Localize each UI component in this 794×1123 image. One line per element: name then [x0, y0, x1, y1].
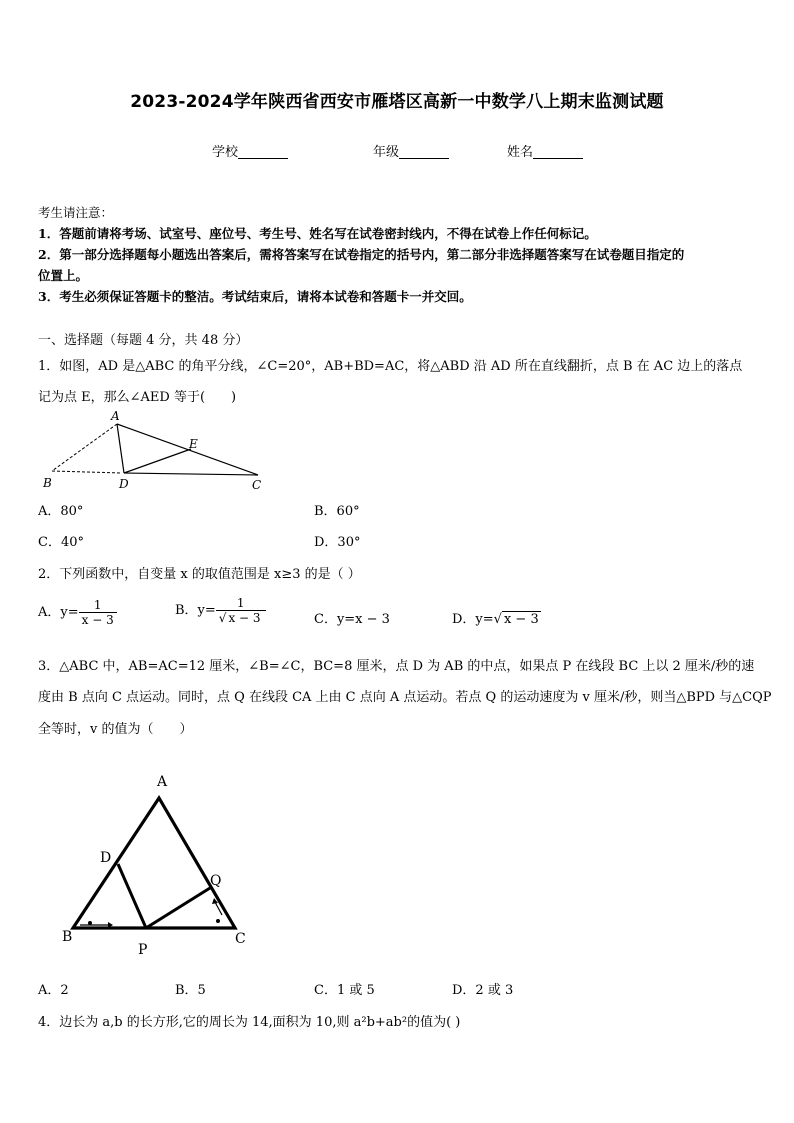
q3-label-b: B — [62, 929, 73, 945]
q1-stem-line1: 1．如图，AD 是△ABC 的角平分线，∠C=20°，AB+BD=AC，将△ABD 沿 AD 所在直线翻折，点 B 在 AC 边上的落点 — [38, 359, 743, 374]
school-blank[interactable] — [238, 145, 288, 159]
q3-label-d: D — [100, 850, 112, 866]
q4-stem: 4．边长为 a,b 的长方形,它的周长为 14,面积为 10,则 a²b+ab²的值为( ) — [38, 1015, 461, 1030]
q3-dot-c — [216, 919, 220, 923]
notice-heading: 考生请注意： — [38, 205, 114, 220]
q2-option-b-prefix: B．y= — [175, 603, 216, 618]
q1-label-a: A — [111, 409, 120, 423]
q1-label-c: C — [252, 478, 262, 492]
q1-label-b: B — [43, 476, 52, 490]
q1-label-d: D — [119, 477, 129, 491]
q3-option-c[interactable]: C．1 或 5 — [314, 983, 375, 998]
q3-option-b[interactable]: B．5 — [175, 983, 206, 998]
q3-triangle-abc — [73, 798, 235, 928]
q1-option-b[interactable]: B．60° — [314, 504, 360, 519]
notice-item-3: 3．考生必须保证答题卡的整洁。考试结束后，请将本试卷和答题卡一并交回。 — [38, 289, 472, 304]
notice-item-1: 1．答题前请将考场、试室号、座位号、考生号、姓名写在试卷密封线内，不得在试卷上作任何标记。 — [38, 226, 597, 241]
q2-option-b-fraction — [216, 596, 266, 625]
q1-segment-ad — [117, 424, 124, 473]
q3-stem-line1: 3．△ABC 中，AB=AC=12 厘米，∠B=∠C，BC=8 厘米，点 D 为 AB 的中点，如果点 P 在线段 BC 上以 2 厘米/秒的速 — [38, 659, 755, 674]
q2-option-d-prefix: D．y= — [452, 612, 494, 627]
q2-option-a-fraction — [79, 598, 117, 627]
name-blank[interactable] — [533, 145, 583, 159]
q2-option-b-denominator — [216, 610, 266, 625]
q3-stem-line3: 全等时，v 的值为（ ） — [38, 722, 193, 737]
q1-option-a[interactable]: A．80° — [38, 504, 84, 519]
q1-segment-ab — [52, 424, 117, 471]
q2-option-d[interactable] — [452, 608, 541, 627]
grade-blank[interactable] — [399, 145, 449, 159]
q2-option-a[interactable] — [38, 598, 117, 627]
q2-option-b-radical-sign: √ — [218, 611, 227, 625]
q3-label-c: C — [235, 931, 246, 947]
q1-segment-bd — [52, 471, 122, 473]
q1-triangle-figure — [40, 405, 280, 495]
q2-option-c[interactable]: C．y=x − 3 — [314, 612, 390, 627]
q2-option-a-numerator: 1 — [93, 598, 102, 612]
q2-option-a-prefix: A．y= — [38, 605, 79, 620]
q1-label-e: E — [189, 437, 198, 451]
q1-stem-line2: 记为点 E，那么∠AED 等于( ) — [38, 390, 237, 405]
section-heading: 一、选择题（每题 4 分，共 48 分） — [38, 333, 249, 348]
notice-item-2-cont: 位置上。 — [38, 268, 89, 283]
q3-segment-pq — [146, 888, 210, 928]
school-label: 学校 — [212, 145, 239, 160]
q3-triangle-figure — [58, 768, 258, 958]
school-field — [212, 141, 288, 160]
q1-segment-de — [124, 449, 191, 473]
q3-label-p: P — [138, 942, 148, 958]
q2-option-d-radical-sign: √ — [493, 612, 502, 627]
q3-label-q: Q — [210, 873, 222, 889]
q2-option-d-radicand: x − 3 — [503, 612, 539, 627]
name-field — [507, 141, 583, 160]
grade-field — [373, 141, 449, 160]
q1-segment-dc — [124, 473, 258, 475]
q2-option-b-radicand: x − 3 — [228, 611, 261, 625]
q1-option-d[interactable]: D．30° — [314, 535, 361, 550]
name-label: 姓名 — [507, 145, 534, 160]
q3-dot-b — [88, 921, 92, 925]
page-title: 2023-2024学年陕西省西安市雁塔区高新一中数学八上期末监测试题 — [130, 92, 664, 112]
q3-segment-dp — [118, 864, 146, 928]
q3-label-a: A — [157, 774, 168, 790]
grade-label: 年级 — [373, 145, 400, 160]
q3-option-a[interactable]: A．2 — [38, 983, 69, 998]
q2-option-a-denominator: x − 3 — [79, 612, 117, 627]
q3-option-d[interactable]: D．2 或 3 — [452, 983, 514, 998]
notice-item-2: 2．第一部分选择题每小题选出答案后，需将答案写在试卷指定的括号内，第二部分非选择题答案写在试卷题目指定的 — [38, 247, 685, 262]
q2-option-b[interactable] — [175, 596, 266, 625]
q2-option-b-numerator: 1 — [236, 596, 245, 610]
q1-option-c[interactable]: C．40° — [38, 535, 84, 550]
q2-stem: 2．下列函数中，自变量 x 的取值范围是 x≥3 的是（ ） — [38, 567, 361, 582]
q3-stem-line2: 度由 B 点向 C 点运动。同时，点 Q 在线段 CA 上由 C 点向 A 点运动。若点 Q 的运动速度为 v 厘米/秒，则当△BPD 与△CQP — [38, 690, 772, 705]
